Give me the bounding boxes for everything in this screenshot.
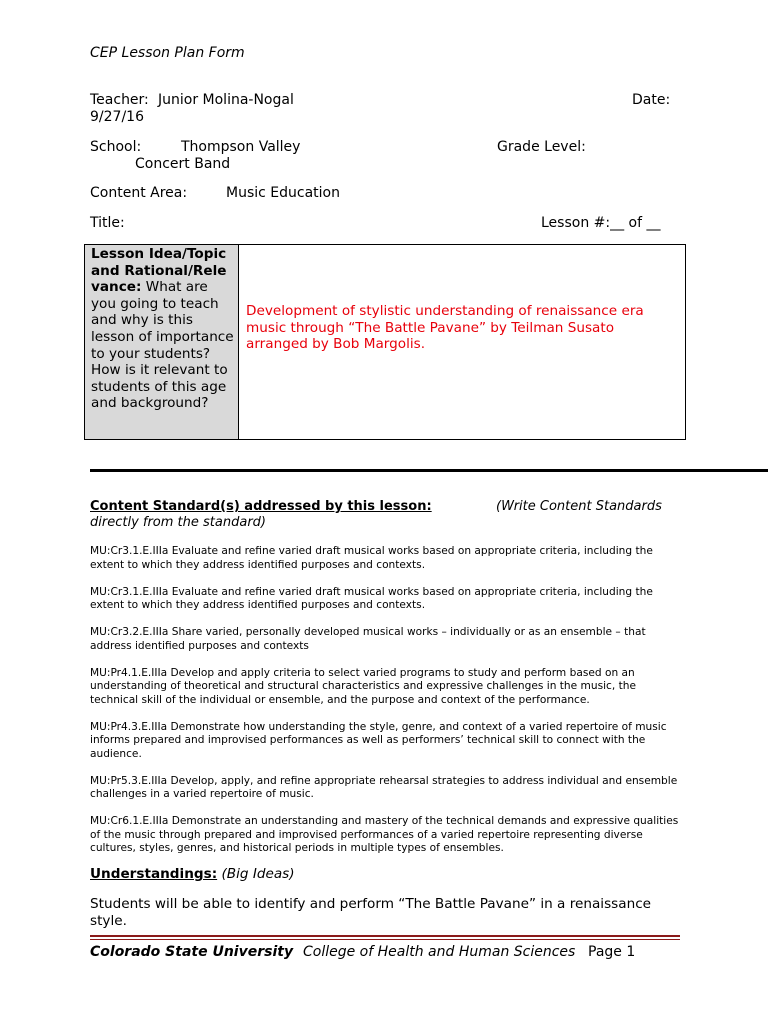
lesson-idea-label-cell <box>85 245 239 439</box>
footer-rule <box>90 935 680 937</box>
footer-rule-thin <box>90 939 680 940</box>
lesson-idea-answer: Development of stylistic understanding of renaissance era music through “The Battle Pavane” by Teilman Susato arranged by Bob Margolis. <box>246 303 644 353</box>
understandings-text: Students will be able to identify and perform “The Battle Pavane” in a renaissance style. <box>90 896 652 929</box>
teacher-label: Teacher: <box>90 92 149 108</box>
section-divider <box>90 469 768 472</box>
date-label: Date: <box>632 92 671 108</box>
understandings-header <box>90 866 295 883</box>
lesson-number: Lesson #:__ of __ <box>541 215 661 231</box>
footer-page-number: Page 1 <box>588 944 636 960</box>
grade-level-value: Concert Band <box>135 156 231 172</box>
form-title: CEP Lesson Plan Form <box>90 45 245 61</box>
footer-university: Colorado State University <box>90 944 294 960</box>
content-standards-heading: Content Standard(s) addressed by this lesson: <box>90 499 432 514</box>
lesson-idea-prompt: What are you going to teach and why is this lesson of importance to your students? How is it relevant to students of this age and background? <box>91 279 234 412</box>
standard-item: MU:Cr3.1.E.IIIa Evaluate and refine varied draft musical works based on appropriate criteria, including the extent to which they address identified purposes and contexts. <box>90 585 653 611</box>
content-standards-note: (Write Content Standards directly from the standard) <box>90 499 662 530</box>
standard-item: MU:Cr3.2.E.IIIa Share varied, personally developed musical works – individually or as an ensemble – that address identified purposes and contexts <box>90 626 646 652</box>
school-value: Thompson Valley <box>181 139 301 155</box>
standard-item: MU:Cr3.1.E.IIIa Evaluate and refine varied draft musical works based on appropriate criteria, including the extent to which they address identified purposes and contexts. <box>90 545 653 571</box>
standard-item: MU:Pr4.3.E.IIIa Demonstrate how understanding the style, genre, and context of a varied repertoire of music informs prepared and improvised performances as well as performers’ technical skill to connect with the audience. <box>90 720 667 760</box>
teacher-name: Junior Molina-Nogal <box>158 92 294 108</box>
content-standards-list <box>90 545 680 869</box>
content-area-label: Content Area: <box>90 185 188 201</box>
standard-item: MU:Pr4.1.E.IIIa Develop and apply criteria to select varied programs to study and perform based on an understanding of theoretical and structural characteristics and expressive challenges in the music, the technical skill of the individual or ensemble, and the purpose and context of the performance. <box>90 666 636 706</box>
lesson-idea-answer-cell <box>239 245 685 439</box>
school-label: School: <box>90 139 142 155</box>
grade-level-label: Grade Level: <box>497 139 586 155</box>
lesson-idea-heading: Lesson Idea/Topic and Rational/Relevance: <box>91 246 227 296</box>
understandings-heading: Understandings: <box>90 866 218 882</box>
title-label: Title: <box>90 215 125 231</box>
footer-college: College of Health and Human Sciences <box>303 944 576 960</box>
understandings-note: (Big Ideas) <box>221 866 295 882</box>
date-value: 9/27/16 <box>90 109 144 125</box>
standard-item: MU:Pr5.3.E.IIIa Develop, apply, and refine appropriate rehearsal strategies to address individual and ensemble challenges in a varied repertoire of music. <box>90 774 678 800</box>
content-area-value: Music Education <box>226 185 340 201</box>
lesson-idea-table <box>84 244 686 440</box>
standard-item: MU:Cr6.1.E.IIIa Demonstrate an understanding and mastery of the technical demands and expressive qualities of the music through prepared and improvised performances of a varied repertoire representing diverse cultures, styles, genres, and historical periods in multiple types of ensembles. <box>90 815 679 854</box>
